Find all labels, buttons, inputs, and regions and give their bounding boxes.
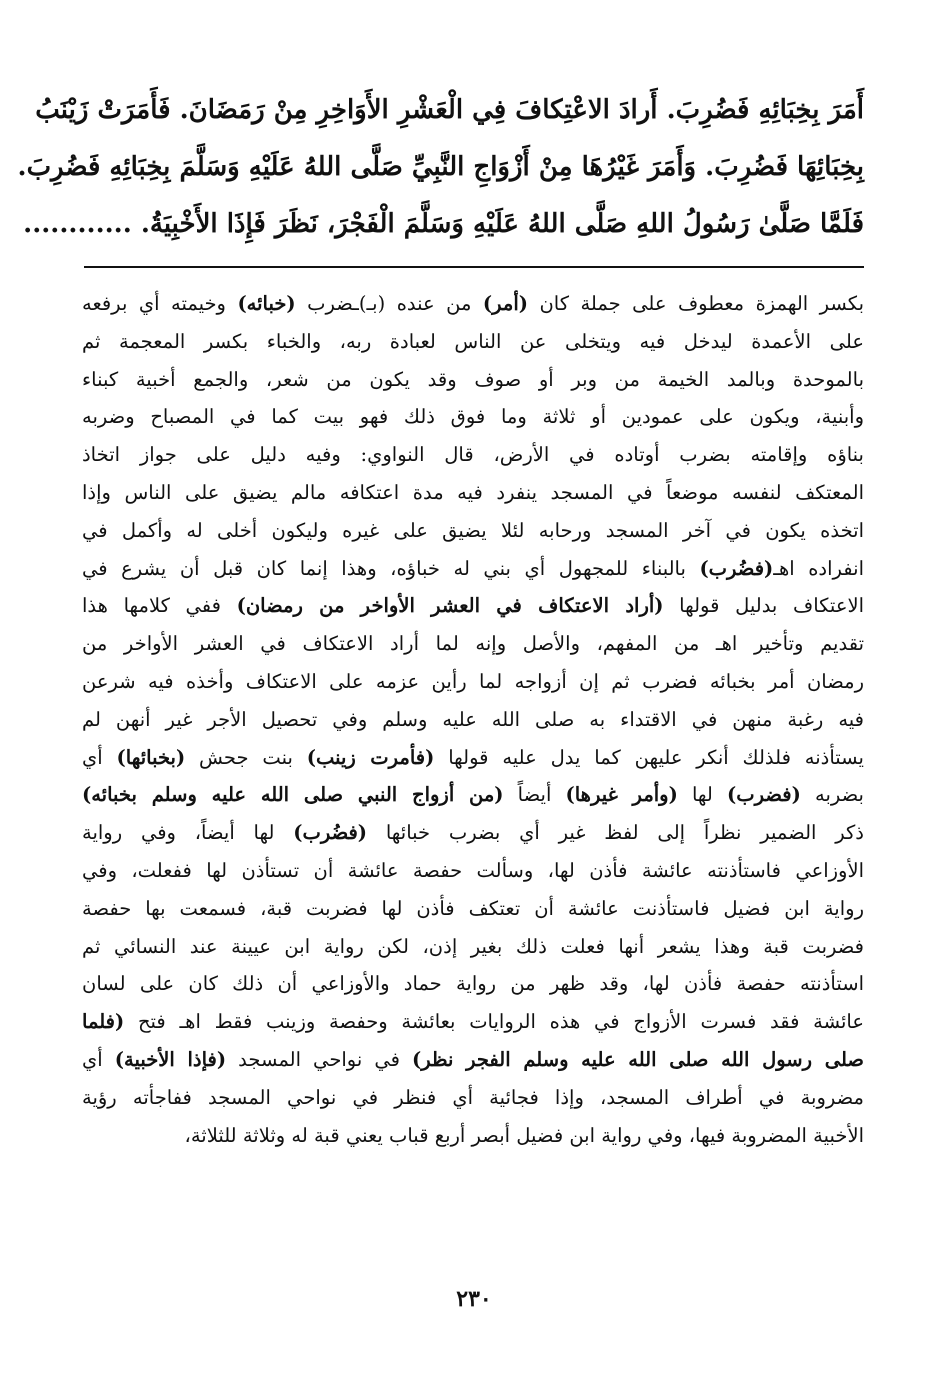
commentary-line: تقديم وتأخير اهـ من المفهم، والأصل وإنه لما أراد الاعتكاف في العشر الأواخر من bbox=[82, 632, 864, 656]
commentary-line: عائشة فقد فسرت الأزواج في هذه الروايات بعائشة وحفصة وزينب فقط اهـ فتح (فلما bbox=[82, 1010, 864, 1034]
commentary-line: اتخذه يكون في آخر المسجد ورحابه لئلا يضيق على غيره وليكون أخلى له وأكمل في bbox=[82, 518, 864, 542]
commentary-line: رواية ابن فضيل فاستأذنت عائشة أن تعتكف فأذن لها فضربت قبة، فسمعت بها حفصة bbox=[82, 896, 864, 920]
commentary-line: بناؤه وإقامته بضرب أوتاده في الأرض، قال النواوي: وفيه دليل على جواز اتخاذ bbox=[82, 443, 864, 467]
hadith-line: فَلَمَّا صَلَّىٰ رَسُولُ اللهِ صَلَّى اللهُ عَلَيْهِ وَسَلَّمَ الْفَجْرَ، نَظَرَ فَإِذَا الأَخْبِيَةُ. ............ bbox=[23, 209, 864, 239]
commentary-line: ذكر الضمير نظراً إلى لفظ غير أي بضرب خبائها (فضُرب) لها أيضاً، وفي رواية bbox=[82, 821, 864, 845]
commentary-line: فضربت قبة وهذا يشعر أنها فعلت ذلك بغير إذن، لكن رواية ابن عيينة عند النسائي ثم bbox=[82, 934, 864, 958]
commentary-line: صلى رسول الله صلى الله عليه وسلم الفجر نظر) في نواحي المسجد (فإذا الأخبية) أي bbox=[82, 1047, 864, 1071]
commentary-line: على الأعمدة ليدخل فيه ويتخلى عن الناس لعبادة ربه، والخباء بكسر المعجمة ثم bbox=[82, 329, 864, 353]
commentary-line: رمضان أمر بخبائه فضرب ثم إن أزواجه لما رأين عزمه على الاعتكاف وأخذه فيه شرعن bbox=[82, 669, 864, 693]
commentary-text bbox=[82, 285, 864, 1154]
commentary-line: المعتكف لنفسه موضعاً في المسجد ينفرد فيه مدة اعتكافه مالم يضيق على الناس وإذا bbox=[82, 480, 864, 504]
hadith-line: أَمَرَ بِخِبَائِهِ فَضُرِبَ. أَرادَ الاعْتِكافَ فِي الْعَشْرِ الأَوَاخِرِ مِنْ رَمَضَانَ. فَأَمَرَتْ زَيْنَبُ bbox=[35, 95, 864, 125]
page-number: ٢٣٠ bbox=[456, 1286, 492, 1312]
commentary-line: استأذنته حفصة فأذن لها، وقد ظهر من رواية حماد والأوزاعي أن ذلك كان على لسان bbox=[82, 972, 864, 996]
commentary-line: بالموحدة وبالمد الخيمة من وبر أو صوف وقد يكون من شعر، والجمع أخبية كبناء bbox=[82, 367, 864, 391]
separator-rule bbox=[84, 266, 864, 268]
commentary-line: مضروبة في أطراف المسجد، وإذا فجائية أي فنظر في نواحي المسجد ففاجأته رؤية bbox=[82, 1085, 864, 1109]
hadith-text bbox=[17, 82, 864, 253]
commentary-line: انفراده اهـ(فضُرب) بالبناء للمجهول أي بني له خباؤه، وهذا إنما كان قبل أن يشرع في bbox=[82, 556, 864, 580]
commentary-line: الأخبية المضروبة فيها، وفي رواية ابن فضيل أبصر أربع قباب يعني قبة له وثلاثة للثلاثة، bbox=[184, 1123, 864, 1147]
hadith-line: بِخِبَائِهَا فَضُرِبَ. وَأَمَرَ غَيْرُهَا مِنْ أَزْوَاجِ النَّبِيِّ صَلَّى اللهُ عَلَيْهِ وَسَلَّمَ بِخِبَائِهِ فَضُرِبَ. bbox=[17, 152, 864, 182]
commentary-line: وأبنية، ويكون على عمودين أو ثلاثة وما فوق ذلك فهو بيت كما في المصباح وضربه bbox=[82, 405, 864, 429]
commentary-line: بضربه (فضرب) لها (وأمر غيرها) أيضاً (من أزواج النبي صلى الله عليه وسلم بخبائه) bbox=[82, 783, 864, 807]
commentary-line: يستأذنه فلذلك أنكر عليهن كما يدل عليه قولها (فأمرت زينب) بنت جحش (بخبائها) أي bbox=[82, 745, 864, 769]
commentary-line: الأوزاعي فاستأذنته عائشة فأذن لها، وسألت حفصة عائشة أن تستأذن لها ففعلت، وفي bbox=[82, 858, 864, 882]
commentary-line: بكسر الهمزة معطوف على جملة كان (أمر) من عنده (بـ)ـضرب (خبائه) وخيمته أي برفعه bbox=[82, 292, 864, 315]
commentary-line: الاعتكاف بدليل قولها (أراد الاعتكاف في العشر الأواخر من رمضان) ففي كلامها هذا bbox=[82, 594, 864, 618]
commentary-line: فيه رغبة منهن في الاقتداء به صلى الله عليه وسلم وفي تحصيل الأجر غير أنهن لم bbox=[82, 707, 864, 731]
